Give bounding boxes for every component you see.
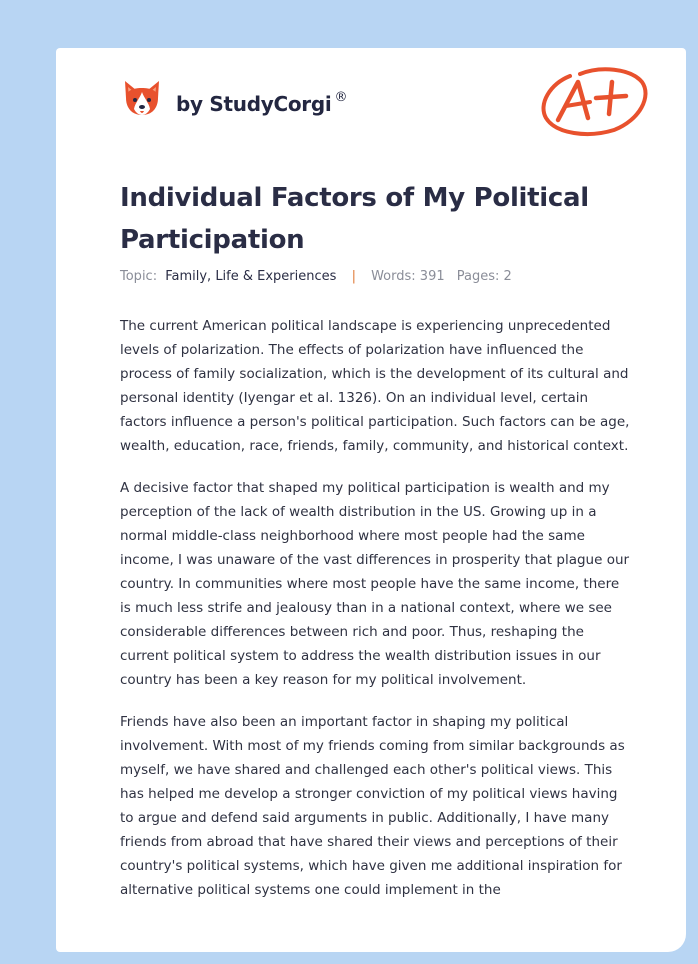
word-count: Words: 391 <box>371 269 445 284</box>
brand-name: by StudyCorgi ® <box>176 90 348 116</box>
essay-body <box>120 314 632 920</box>
essay-paragraph: The current American political landscape is experiencing unprecedented levels of polarization. The effects of polarization have influenced the process of family socialization, which is the development of its cultural and personal identity (Iyengar et al. 1326). On an individual level, certain factors influence a person's political participation. Such factors can be age, wealth, education, race, friends, family, community, and historical context. <box>120 318 630 454</box>
registered-mark: ® <box>334 90 348 105</box>
topic-label: Topic: <box>120 269 158 284</box>
corgi-logo-icon <box>122 78 162 122</box>
brand-logo-link[interactable] <box>122 76 347 124</box>
meta-separator: | <box>351 269 356 284</box>
essay-paragraph: A decisive factor that shaped my political participation is wealth and my perception of the lack of wealth distribution in the US. Growing up in a normal middle-class neighborhood where most people had the same income, I was unaware of the vast differences in prosperity that plague our country. In communities where most people have the same income, there is much less strife and jealousy than in a national context, where we see considerable differences between rich and poor. Thus, reshaping the current political system to address the wealth distribution issues in our country has been a key reason for my political involvement. <box>120 480 630 688</box>
essay-paragraph: Friends have also been an important factor in shaping my political involvement. With most of my friends coming from similar backgrounds as myself, we have shared and challenged each other's political views. This has helped me develop a stronger conviction of my political views having to argue and defend said arguments in public. Additionally, I have many friends from abroad that have shared their views and perceptions of their country's political systems, which have given me additional inspiration for alternative political systems one could implement in the <box>120 714 625 898</box>
a-plus-grade-icon <box>538 60 650 140</box>
topic-link[interactable]: Family, Life & Experiences <box>165 269 337 284</box>
essay-title: Individual Factors of My Political Participation <box>120 183 589 255</box>
page-count: Pages: 2 <box>456 269 512 284</box>
essay-meta <box>120 269 512 284</box>
document-page <box>56 48 686 952</box>
